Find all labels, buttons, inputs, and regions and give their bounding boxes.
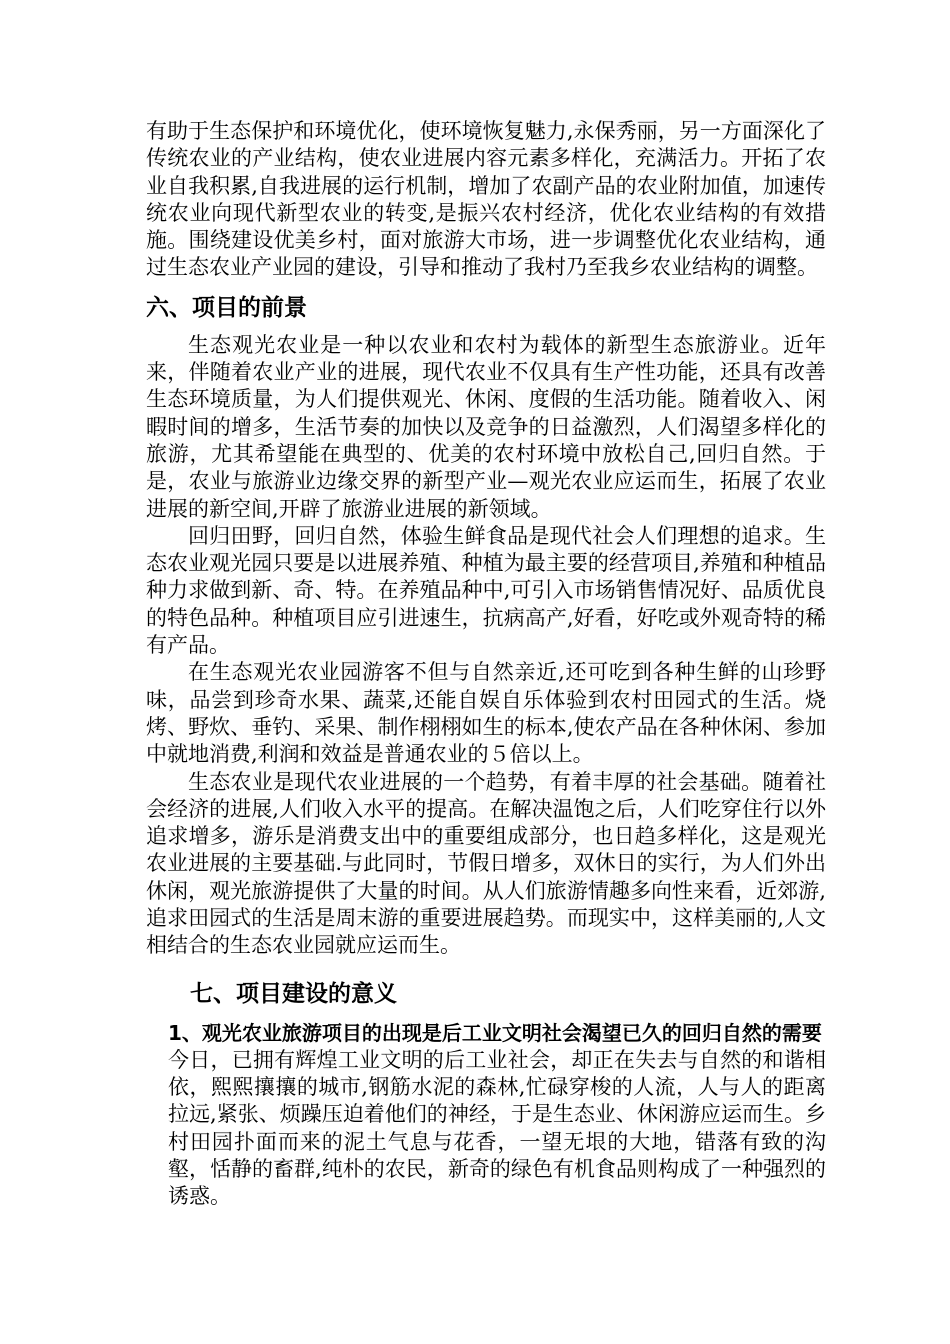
- intro-tail-paragraph: 有助于生态保护和环境优化，使环境恢复魅力,永保秀丽，另一方面深化了传统农业的产业结构，使农业进展内容元素多样化，充满活力。开拓了农业自我积累,自我进展的运行机制，增加了农副产品的农业附加值，加速传统农业向现代新型农业的转变,是振兴农村经济，优化农业结构的有效措施。围绕建设优美乡村，面对旅游大市场，进一步调整优化农业结构，通过生态农业产业园的建设，引导和推动了我村乃至我乡农业结构的调整。: [146, 119, 826, 280]
- section-6-paragraph-4: 生态农业是现代农业进展的一个趋势，有着丰厚的社会基础。随着社会经济的进展,人们收入水平的提高。在解决温饱之后，人们吃穿住行以外追求增多，游乐是消费支出中的重要组成部分，也日趋多样化，这是观光农业进展的主要基础.与此同时，节假日增多，双休日的实行，为人们外出休闲，观光旅游提供了大量的时间。从人们旅游情趣多向性来看，近郊游,追求田园式的生活是周末游的重要进展趋势。而现实中，这样美丽的,人文相结合的生态农业园就应运而生。: [146, 769, 826, 958]
- section-6-paragraph-2: 回归田野，回归自然，体验生鲜食品是现代社会人们理想的追求。生态农业观光园只要是以进展养殖、种植为最主要的经营项目,养殖和种植品种力求做到新、奇、特。在养殖品种中,可引入市场销售情况好、品质优良的特色品种。种植项目应引进速生，抗病高产,好看，好吃或外观奇特的稀有产品。: [146, 523, 826, 658]
- section-7-heading: 七、项目建设的意义: [190, 980, 397, 1007]
- section-6-heading: 六、项目的前景: [146, 294, 307, 321]
- section-7-1-heading-text: 1、观光农业旅游项目的出现是后工业文明社会渴望已久的回归自然的需要: [168, 1020, 822, 1045]
- section-6-paragraph-3: 在生态观光农业园游客不但与自然亲近,还可吃到各种生鲜的山珍野味，品尝到珍奇水果、蔬菜,还能自娱自乐体验到农村田园式的生活。烧烤、野炊、垂钓、采果、制作栩栩如生的标本,使农产品在各种休闲、参加中就地消费,利润和效益是普通农业的５倍以上。: [146, 660, 826, 767]
- document-page: [146, 118, 826, 1210]
- section-7-1-heading: [146, 1020, 826, 1047]
- section-6-paragraph-1: 生态观光农业是一种以农业和农村为载体的新型生态旅游业。近年来，伴随着农业产业的进展，现代农业不仅具有生产性功能，还具有改善生态环境质量，为人们提供观光、休闲、度假的生活功能。随着收入、闲暇时间的增多，生活节奏的加快以及竞争的日益激烈，人们渴望多样化的旅游，尤其希望能在典型的、优美的农村环境中放松自己,回归自然。于是，农业与旅游业边缘交界的新型产业—观光农业应运而生，拓展了农业进展的新空间,开辟了旅游业进展的新领域。: [146, 332, 826, 521]
- section-7-1-paragraph-1: 今日，已拥有辉煌工业文明的后工业社会，却正在失去与自然的和谐相依，熙熙攘攘的城市,钢筋水泥的森林,忙碌穿梭的人流，人与人的距离拉远,紧张、烦躁压迫着他们的神经，于是生态业、休闲游应运而生。乡村田园扑面而来的泥土气息与花香，一望无垠的大地，错落有致的沟壑，恬静的畜群,纯朴的农民，新奇的绿色有机食品则构成了一种强烈的诱惑。: [168, 1047, 826, 1209]
